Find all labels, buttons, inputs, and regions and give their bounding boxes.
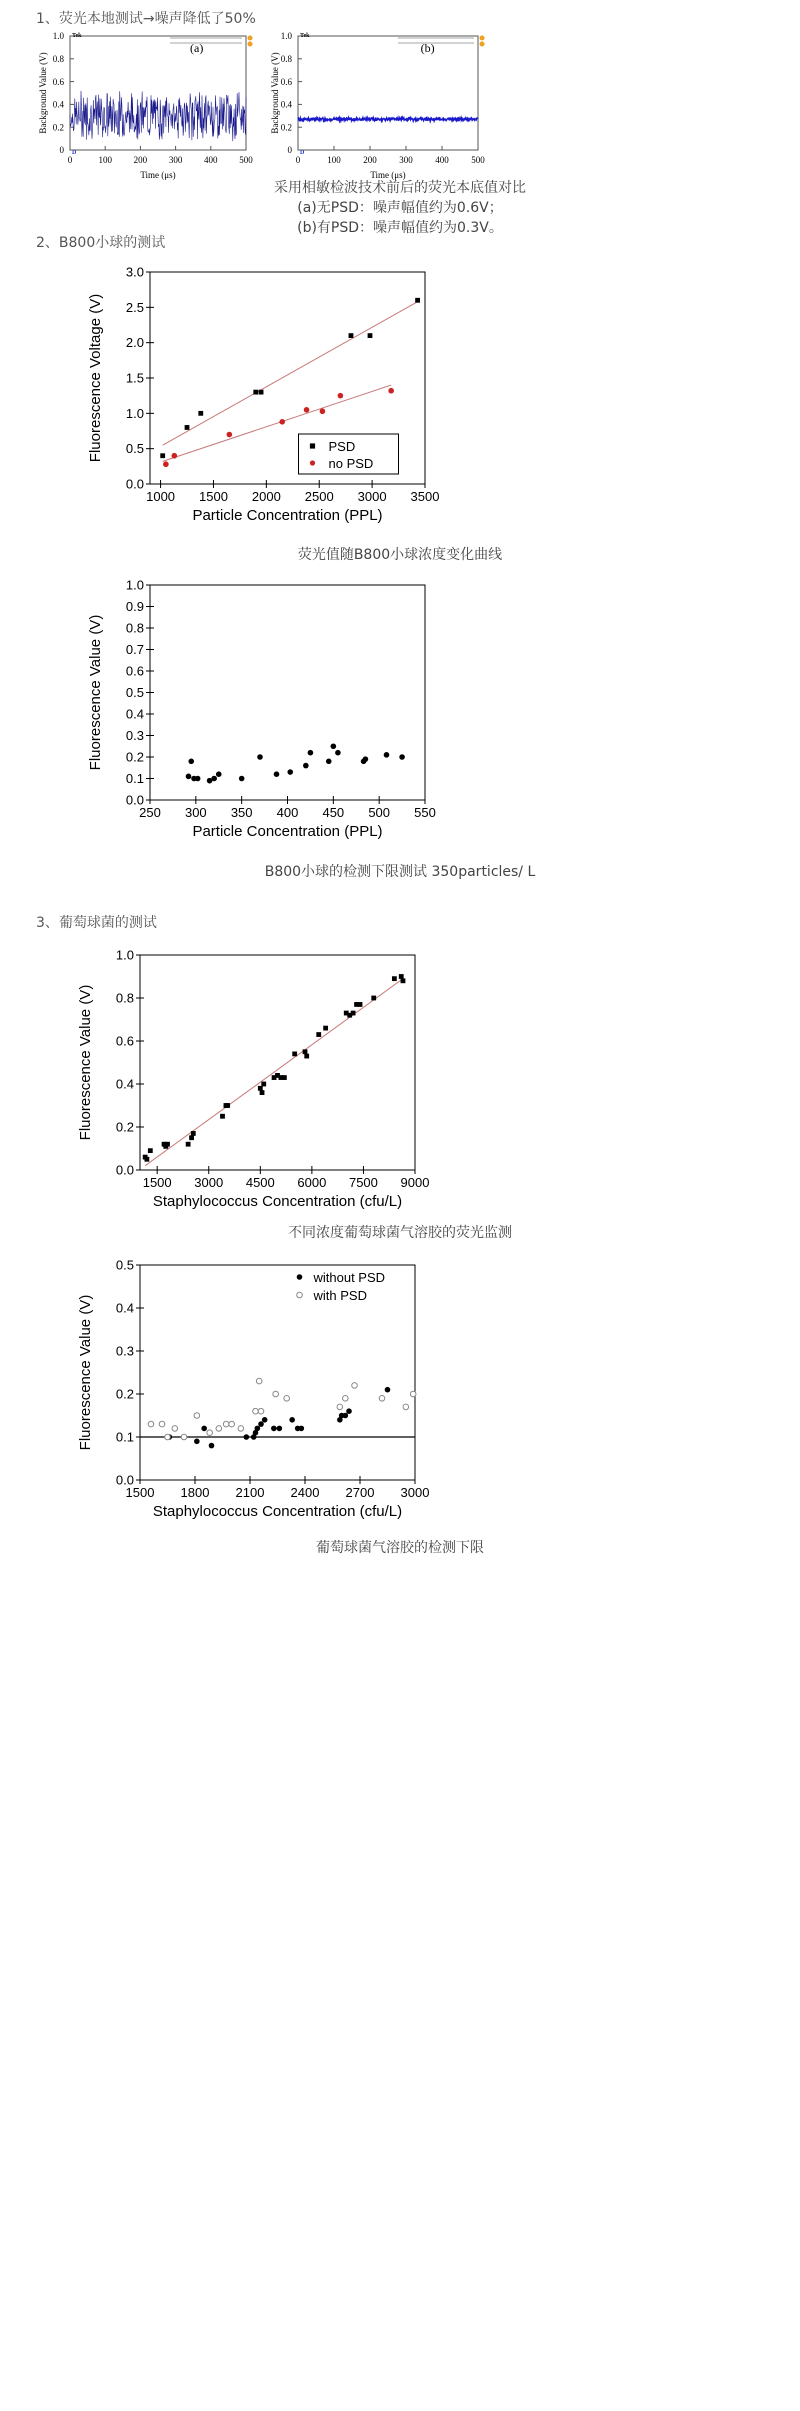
x-tick-label: 0 — [67, 155, 73, 165]
staphylococcus-concentration-chart — [70, 945, 440, 1220]
data-point — [188, 759, 194, 765]
data-point — [304, 1054, 309, 1059]
data-point — [282, 1075, 287, 1080]
series-0 — [186, 743, 405, 783]
y-tick-label: 0.1 — [125, 771, 144, 787]
data-point — [303, 1049, 308, 1054]
data-point — [216, 771, 222, 777]
noise-trace-line — [298, 118, 478, 122]
section-title-1: 1、荧光本地测试→噪声降低了50% — [36, 11, 256, 27]
y-tick-label: 0 — [287, 145, 292, 156]
x-tick-label: 0 — [295, 155, 301, 165]
y-tick-label: 0.0 — [115, 1472, 134, 1488]
data-point — [331, 743, 337, 749]
data-point — [292, 1052, 297, 1057]
x-tick-label: 2700 — [345, 1485, 375, 1500]
b800-detection-limit-chart — [80, 575, 440, 845]
x-tick-label: 3000 — [194, 1175, 224, 1190]
data-point — [403, 1404, 409, 1410]
y-tick-label: 0.2 — [115, 1386, 134, 1402]
data-point — [260, 1090, 265, 1095]
data-point — [253, 1408, 259, 1414]
y-tick-label: 2.0 — [125, 335, 144, 351]
y-tick-label: 0.8 — [52, 53, 64, 64]
data-point — [271, 1426, 277, 1432]
x-tick-label: 1000 — [146, 489, 176, 504]
data-point — [258, 1086, 263, 1091]
data-point — [220, 1114, 225, 1119]
data-point — [326, 759, 332, 765]
y-tick-label: 0.0 — [125, 476, 144, 492]
data-point — [316, 1032, 321, 1037]
data-point — [379, 1396, 385, 1402]
trace-marker-label: D — [300, 150, 305, 156]
data-point — [172, 1426, 178, 1432]
data-point — [172, 453, 178, 459]
data-point — [343, 1396, 349, 1402]
x-tick-label: 2400 — [290, 1485, 320, 1500]
y-axis-label: Fluorescence Value (V) — [77, 984, 94, 1141]
x-tick-label: 550 — [414, 805, 436, 820]
y-tick-label: 0.2 — [52, 122, 64, 133]
data-point — [159, 1421, 165, 1427]
section-title-2: 2、B800小球的测试 — [36, 235, 166, 251]
caption-1-line-1: 采用相敏检波技术前后的荧光本底值对比 — [274, 180, 526, 196]
data-point — [310, 460, 315, 465]
x-tick-label: 7500 — [348, 1175, 378, 1190]
scope-marker-dot — [248, 42, 253, 47]
data-point — [304, 407, 310, 413]
data-point — [415, 298, 420, 303]
data-point — [144, 1157, 149, 1162]
x-axis-label: Staphylococcus Concentration (cfu/L) — [152, 1193, 403, 1210]
tek-label: Tek — [300, 33, 310, 39]
x-tick-label: 3500 — [410, 489, 440, 504]
x-tick-label: 400 — [435, 155, 449, 165]
x-tick-label: 300 — [184, 805, 207, 820]
data-point — [163, 461, 169, 467]
tek-label: Tek — [72, 33, 82, 39]
data-point — [259, 390, 264, 395]
y-tick-label: 0.0 — [115, 1162, 134, 1178]
panel-label: (b) — [420, 41, 435, 55]
data-point — [368, 333, 373, 338]
y-tick-label: 0.5 — [125, 685, 144, 701]
data-point — [337, 1404, 343, 1410]
data-point — [258, 1408, 264, 1414]
y-tick-label: 0.7 — [125, 642, 144, 658]
data-point — [277, 1426, 283, 1432]
data-point — [358, 1002, 363, 1007]
scope-marker-dot — [480, 36, 485, 41]
panel-label: (a) — [190, 41, 204, 55]
data-point — [191, 1131, 196, 1136]
data-point — [225, 1103, 230, 1108]
data-point — [338, 393, 344, 399]
legend — [299, 434, 399, 474]
caption-1-line-3: (b)有PSD：噪声幅值约为0.3V。 — [297, 220, 503, 236]
y-tick-label: 1.0 — [52, 31, 64, 42]
y-tick-label: 0.3 — [125, 728, 144, 744]
data-point — [194, 1413, 200, 1419]
x-tick-label: 1500 — [125, 1485, 155, 1500]
data-point — [255, 1426, 261, 1432]
data-point — [351, 1011, 356, 1016]
x-tick-label: 100 — [98, 155, 112, 165]
y-axis-label: Background Value (V) — [270, 52, 280, 134]
data-point — [349, 333, 354, 338]
data-point — [216, 1426, 222, 1432]
y-tick-label: 0.5 — [125, 441, 144, 457]
y-tick-label: 0.2 — [125, 749, 144, 765]
y-tick-label: 1.0 — [115, 947, 134, 963]
y-axis-label: Fluorescence Voltage (V) — [87, 293, 104, 463]
y-tick-label: 0.8 — [125, 620, 144, 636]
x-tick-label: 500 — [471, 155, 485, 165]
data-point — [335, 750, 341, 756]
data-point — [195, 776, 201, 782]
x-tick-label: 6000 — [297, 1175, 327, 1190]
series-0 — [143, 974, 406, 1166]
noise-trace-line — [70, 91, 246, 141]
data-point — [284, 1396, 290, 1402]
y-tick-label: 0.2 — [115, 1119, 134, 1135]
data-point — [320, 408, 326, 414]
series-1 — [148, 1378, 416, 1440]
y-axis-label: Fluorescence Value (V) — [87, 614, 104, 771]
data-point — [194, 1439, 200, 1445]
data-point — [223, 1421, 229, 1427]
y-tick-label: 1.0 — [125, 405, 144, 421]
series-0 — [167, 1387, 391, 1449]
data-point — [257, 754, 263, 760]
x-tick-label: 300 — [399, 155, 413, 165]
trace-marker-label: D — [72, 150, 77, 156]
legend-label: without PSD — [313, 1270, 386, 1285]
data-point — [148, 1421, 154, 1427]
legend-label: with PSD — [313, 1288, 367, 1303]
data-point — [287, 769, 293, 775]
data-point — [198, 411, 203, 416]
data-point — [148, 1148, 153, 1153]
x-axis-label: Particle Concentration (PPL) — [192, 507, 383, 524]
axes — [87, 578, 436, 840]
axes — [77, 1258, 429, 1520]
data-point — [392, 976, 397, 981]
x-tick-label: 450 — [322, 805, 345, 820]
data-point — [346, 1408, 352, 1414]
y-tick-label: 1.0 — [125, 577, 144, 593]
x-tick-label: 300 — [168, 155, 183, 165]
data-point — [181, 1434, 187, 1440]
data-point — [384, 752, 390, 758]
scope-marker-dot — [480, 42, 485, 47]
data-point — [262, 1417, 268, 1423]
data-point — [229, 1421, 235, 1427]
x-tick-label: 2100 — [235, 1485, 265, 1500]
plot-frame — [150, 585, 425, 800]
y-tick-label: 0.4 — [125, 706, 144, 722]
data-point — [363, 756, 369, 762]
y-tick-label: 0.6 — [280, 76, 292, 87]
data-point — [165, 1434, 171, 1440]
caption-5: 葡萄球菌气溶胶的检测下限 — [316, 1540, 484, 1556]
y-tick-label: 0.4 — [115, 1300, 134, 1316]
y-tick-label: 0.5 — [115, 1257, 134, 1273]
x-tick-label: 3000 — [400, 1485, 430, 1500]
data-point — [273, 1391, 279, 1397]
data-point — [238, 1426, 244, 1432]
fit-line — [163, 302, 418, 445]
y-tick-label: 2.5 — [125, 299, 144, 315]
y-tick-label: 3.0 — [125, 264, 144, 280]
x-tick-label: 100 — [327, 155, 341, 165]
scope-marker-dot — [248, 36, 253, 41]
data-point — [258, 1421, 264, 1427]
y-tick-label: 0.6 — [125, 663, 144, 679]
y-tick-label: 0.8 — [115, 990, 134, 1006]
caption-1-line-2: (a)无PSD：噪声幅值约为0.6V； — [297, 200, 503, 216]
data-point — [385, 1387, 391, 1393]
section-title-3: 3、葡萄球菌的测试 — [36, 915, 157, 931]
x-axis-label: Staphylococcus Concentration (cfu/L) — [152, 1503, 403, 1520]
x-axis-label: Particle Concentration (PPL) — [192, 823, 383, 840]
data-point — [410, 1391, 416, 1397]
x-tick-label: 400 — [276, 805, 299, 820]
data-point — [388, 388, 394, 394]
data-point — [399, 754, 405, 760]
staphylococcus-detection-limit-chart — [70, 1255, 440, 1535]
y-tick-label: 1.5 — [125, 370, 144, 386]
y-tick-label: 0.2 — [280, 122, 292, 133]
data-point — [185, 425, 190, 430]
data-point — [299, 1426, 305, 1432]
data-point — [186, 774, 192, 780]
legend — [297, 1270, 385, 1303]
x-axis-label: Time (μs) — [140, 170, 176, 180]
caption-4: 不同浓度葡萄球菌气溶胶的荧光监测 — [288, 1225, 512, 1241]
caption-3: B800小球的检测下限测试 350particles/ L — [264, 864, 536, 880]
x-tick-label: 9000 — [400, 1175, 430, 1190]
data-point — [201, 1426, 207, 1432]
axes — [77, 948, 429, 1210]
data-point — [211, 776, 217, 782]
data-point — [227, 432, 233, 438]
legend-label: PSD — [328, 439, 356, 454]
y-tick-label: 0.6 — [52, 76, 64, 87]
data-point — [256, 1378, 262, 1384]
data-point — [189, 1135, 194, 1140]
y-tick-label: 0.6 — [115, 1033, 134, 1049]
plot-frame — [140, 1265, 415, 1480]
data-point — [209, 1443, 215, 1449]
x-tick-label: 200 — [133, 155, 148, 165]
plot-frame — [298, 36, 478, 150]
x-tick-label: 1800 — [180, 1485, 210, 1500]
data-point — [279, 419, 285, 425]
x-tick-label: 350 — [230, 805, 253, 820]
legend-label: no PSD — [328, 456, 374, 471]
y-tick-label: 0.4 — [115, 1076, 134, 1092]
data-point — [239, 776, 245, 782]
plot-frame — [140, 955, 415, 1170]
data-point — [343, 1413, 349, 1419]
data-point — [371, 996, 376, 1001]
y-tick-label: 0 — [59, 145, 64, 156]
data-point — [253, 390, 258, 395]
data-point — [160, 453, 165, 458]
y-axis-label: Background Value (V) — [38, 52, 48, 134]
x-tick-label: 500 — [368, 805, 391, 820]
x-tick-label: 1500 — [142, 1175, 172, 1190]
y-tick-label: 0.1 — [115, 1429, 134, 1445]
data-point — [289, 1417, 295, 1423]
data-point — [207, 1430, 213, 1436]
data-point — [274, 771, 280, 777]
b800-concentration-chart — [80, 262, 440, 532]
y-tick-label: 0.0 — [125, 792, 144, 808]
data-point — [297, 1274, 303, 1280]
data-point — [401, 978, 406, 983]
oscilloscope-chart-a — [36, 30, 264, 180]
x-tick-label: 500 — [239, 155, 253, 165]
data-point — [323, 1026, 328, 1031]
y-tick-label: 1.0 — [280, 31, 292, 42]
data-point — [352, 1383, 358, 1389]
y-tick-label: 0.9 — [125, 599, 144, 615]
y-tick-label: 0.4 — [52, 99, 64, 110]
x-tick-label: 250 — [139, 805, 161, 820]
y-axis-label: Fluorescence Value (V) — [77, 1294, 94, 1451]
x-tick-label: 3000 — [357, 489, 387, 504]
x-axis-label: Time (μs) — [370, 170, 406, 180]
data-point — [310, 443, 315, 448]
data-point — [261, 1082, 266, 1087]
x-tick-label: 200 — [363, 155, 377, 165]
y-tick-label: 0.8 — [280, 53, 292, 64]
x-tick-label: 2500 — [304, 489, 334, 504]
y-tick-label: 0.3 — [115, 1343, 134, 1359]
data-point — [303, 763, 309, 769]
data-point — [244, 1434, 250, 1440]
data-point — [165, 1142, 170, 1147]
data-point — [297, 1292, 303, 1298]
data-point — [399, 974, 404, 979]
data-point — [186, 1142, 191, 1147]
caption-2: 荧光值随B800小球浓度变化曲线 — [297, 547, 503, 563]
axes — [38, 31, 253, 180]
x-tick-label: 2000 — [251, 489, 281, 504]
x-tick-label: 4500 — [245, 1175, 275, 1190]
y-tick-label: 0.4 — [280, 99, 292, 110]
fit-line — [145, 979, 403, 1166]
x-tick-label: 400 — [204, 155, 218, 165]
axes — [270, 31, 485, 180]
x-tick-label: 1500 — [199, 489, 228, 504]
oscilloscope-chart-b — [268, 30, 485, 180]
data-point — [308, 750, 314, 756]
